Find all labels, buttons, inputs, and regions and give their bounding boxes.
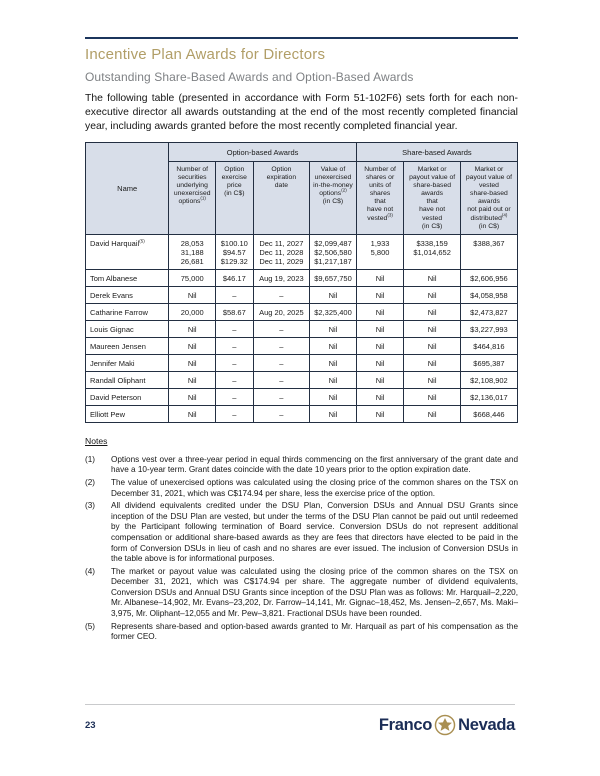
note-text: The market or payout value was calculated using the closing price of the common shares on the TSX on December 31, 2021, which was C$174.94 per share. The aggregate number of dividend equivalents, Conversion DSUs and Annual DSU Grants since inception of the DSU Plan was as follows: Mr. Harquail–2,220, Mr. Albanese–14,902, Mr. Evans–23,202, Dr. Farrow–14,141, Mr. Gignac–18,452, Ms. Jensen–2,657, Ms. Maki–3,975, Mr. Oliphant–12,055 and Mr. Pew–3,821. Fractional DSUs have been rounded. xyxy=(111,566,518,619)
value-cell: Nil xyxy=(169,337,216,354)
value-cell: Nil xyxy=(310,388,357,405)
value-cell: $4,058,958 xyxy=(460,286,517,303)
value-cell: Aug 19, 2023 xyxy=(253,269,310,286)
value-cell: – xyxy=(216,371,254,388)
table-body xyxy=(86,234,518,422)
director-name-cell: Derek Evans xyxy=(86,286,169,303)
value-cell: Nil xyxy=(356,354,404,371)
value-cell: Nil xyxy=(169,286,216,303)
director-name-cell: Randall Oliphant xyxy=(86,371,169,388)
director-name-cell: Maureen Jensen xyxy=(86,337,169,354)
note-number: (3) xyxy=(85,501,96,511)
director-name-cell: Jennifer Maki xyxy=(86,354,169,371)
value-cell: Nil xyxy=(310,354,357,371)
footer-rule xyxy=(85,704,515,705)
note-item xyxy=(85,478,518,499)
value-cell: $695,387 xyxy=(460,354,517,371)
column-header: Market or payout value of vested share-based awards not paid out or distributed$^{(4)}$ (in C$) xyxy=(460,162,517,235)
note-number: (2) xyxy=(85,477,96,487)
value-cell: $2,099,487 $2,506,580 $1,217,187 xyxy=(310,234,357,269)
value-cell: Nil xyxy=(356,303,404,320)
table-row xyxy=(86,354,518,371)
value-cell: – xyxy=(253,320,310,337)
value-cell: – xyxy=(216,354,254,371)
intro-paragraph: The following table (presented in accordance with Form 51-102F6) sets forth for each non-executive director all awards outstanding at the end of the most recently completed financial year, including awards granted before the most recently completed financial year. xyxy=(85,93,518,132)
table-row xyxy=(86,286,518,303)
value-cell: – xyxy=(253,405,310,422)
value-cell: – xyxy=(253,388,310,405)
value-cell: $464,816 xyxy=(460,337,517,354)
value-cell: – xyxy=(253,371,310,388)
value-cell: – xyxy=(216,388,254,405)
table-row xyxy=(86,320,518,337)
top-rule xyxy=(85,37,518,39)
notes-list xyxy=(85,455,518,643)
value-cell: Nil xyxy=(310,371,357,388)
value-cell: Nil xyxy=(404,269,461,286)
value-cell: Nil xyxy=(404,405,461,422)
value-cell: $9,657,750 xyxy=(310,269,357,286)
section-subtitle: Outstanding Share-Based Awards and Option-Based Awards xyxy=(85,70,414,84)
value-cell: Nil xyxy=(310,320,357,337)
table-row xyxy=(86,371,518,388)
table-header xyxy=(86,143,518,235)
column-header: Number of securities underlying unexercised options$^{(1)}$ xyxy=(169,162,216,235)
director-name-cell: Catharine Farrow xyxy=(86,303,169,320)
value-cell: – xyxy=(253,354,310,371)
value-cell: Nil xyxy=(356,286,404,303)
value-cell: $2,108,902 xyxy=(460,371,517,388)
column-header: Number of shares or units of shares that have not vested$^{(3)}$ xyxy=(356,162,404,235)
table-row xyxy=(86,303,518,320)
value-cell: Nil xyxy=(310,405,357,422)
star-icon xyxy=(434,714,456,736)
value-cell: Nil xyxy=(356,388,404,405)
value-cell: Nil xyxy=(404,303,461,320)
note-text: All dividend equivalents credited under the DSU Plan, Conversion DSUs and Annual DSU Grants since inception of the DSU Plan are vested, but under the terms of the DSU Plan cannot be paid out until redeemed by the Participant following termination of Board service. Conversion DSUs do not represent additional compensation or additional share-based awards as they are fees that directors have elected to be paid in the form of Conversion DSUs in lieu of cash and no shares are ever issued. The inclusion of Conversion DSUs in the table above is for informational purposes. xyxy=(111,501,518,564)
value-cell: – xyxy=(253,337,310,354)
note-item xyxy=(85,455,518,476)
value-cell: Nil xyxy=(404,337,461,354)
notes-section xyxy=(85,436,518,643)
value-cell: 75,000 xyxy=(169,269,216,286)
value-cell: Nil xyxy=(356,371,404,388)
value-cell: $58.67 xyxy=(216,303,254,320)
notes-heading: Notes xyxy=(85,435,108,446)
page-footer xyxy=(85,714,515,736)
value-cell: Nil xyxy=(310,337,357,354)
value-cell: 1,933 5,800 xyxy=(356,234,404,269)
column-header: Option exercise price (in C$) xyxy=(216,162,254,235)
director-name-cell: David Peterson xyxy=(86,388,169,405)
value-cell: Nil xyxy=(169,320,216,337)
note-number: (5) xyxy=(85,621,96,631)
franco-nevada-logo xyxy=(379,714,515,736)
note-item xyxy=(85,501,518,565)
col-header-name: Name xyxy=(86,143,169,235)
group-header-option-based: Option-based Awards xyxy=(169,143,356,162)
note-item xyxy=(85,622,518,643)
director-name-cell: Tom Albanese xyxy=(86,269,169,286)
value-cell: $2,136,017 xyxy=(460,388,517,405)
note-number: (1) xyxy=(85,454,96,464)
value-cell: Nil xyxy=(356,337,404,354)
table-row xyxy=(86,388,518,405)
note-item xyxy=(85,567,518,620)
column-header: Value of unexercised in-the-money options$^{(2)}$ (in C$) xyxy=(310,162,357,235)
value-cell: – xyxy=(216,320,254,337)
value-cell: 28,053 31,188 26,681 xyxy=(169,234,216,269)
note-text: Options vest over a three-year period in equal thirds commencing on the first anniversary of the grant date and have a 10-year term. Grant dates coincide with the date 10 years prior to the option expiration date. xyxy=(111,454,518,475)
value-cell: Nil xyxy=(404,388,461,405)
value-cell: $388,367 xyxy=(460,234,517,269)
table-row xyxy=(86,337,518,354)
value-cell: Nil xyxy=(356,405,404,422)
table-row xyxy=(86,234,518,269)
page-title: Incentive Plan Awards for Directors xyxy=(85,46,326,63)
page-content xyxy=(85,0,518,645)
value-cell: Nil xyxy=(404,354,461,371)
value-cell: Nil xyxy=(169,354,216,371)
note-number: (4) xyxy=(85,566,96,576)
value-cell: Nil xyxy=(356,269,404,286)
director-name-cell: Elliott Pew xyxy=(86,405,169,422)
value-cell: Nil xyxy=(404,371,461,388)
value-cell: $46.17 xyxy=(216,269,254,286)
table-row xyxy=(86,269,518,286)
value-cell: 20,000 xyxy=(169,303,216,320)
value-cell: $338,159 $1,014,652 xyxy=(404,234,461,269)
note-text: Represents share-based and option-based awards granted to Mr. Harquail as part of his compensation as the former CEO. xyxy=(111,621,518,642)
awards-table xyxy=(85,142,518,423)
value-cell: $2,606,956 xyxy=(460,269,517,286)
column-header: Market or payout value of share-based awards that have not vested (in C$) xyxy=(404,162,461,235)
director-name-cell: David Harquail$^{(5)}$ xyxy=(86,234,169,269)
value-cell: Nil xyxy=(169,405,216,422)
value-cell: Dec 11, 2027 Dec 11, 2028 Dec 11, 2029 xyxy=(253,234,310,269)
value-cell: Nil xyxy=(310,286,357,303)
director-name-cell: Louis Gignac xyxy=(86,320,169,337)
table-row xyxy=(86,405,518,422)
value-cell: Aug 20, 2025 xyxy=(253,303,310,320)
value-cell: Nil xyxy=(356,320,404,337)
value-cell: $2,473,827 xyxy=(460,303,517,320)
value-cell: $3,227,993 xyxy=(460,320,517,337)
logo-word-franco: Franco xyxy=(378,715,433,734)
value-cell: Nil xyxy=(169,371,216,388)
value-cell: $668,446 xyxy=(460,405,517,422)
value-cell: – xyxy=(216,337,254,354)
logo-word-nevada: Nevada xyxy=(458,715,515,734)
value-cell: $100.10 $94.57 $129.32 xyxy=(216,234,254,269)
value-cell: $2,325,400 xyxy=(310,303,357,320)
value-cell: – xyxy=(253,286,310,303)
group-header-share-based: Share-based Awards xyxy=(356,143,517,162)
value-cell: – xyxy=(216,405,254,422)
value-cell: Nil xyxy=(404,286,461,303)
note-text: The value of unexercised options was calculated using the closing price of the common shares on the TSX on December 31, 2021, which was C$174.94 per share, less the exercise price of the option. xyxy=(111,477,518,498)
column-header: Option expiration date xyxy=(253,162,310,235)
value-cell: Nil xyxy=(404,320,461,337)
value-cell: – xyxy=(216,286,254,303)
group-header-row xyxy=(86,143,518,162)
value-cell: Nil xyxy=(169,388,216,405)
page-number: 23 xyxy=(85,719,96,731)
